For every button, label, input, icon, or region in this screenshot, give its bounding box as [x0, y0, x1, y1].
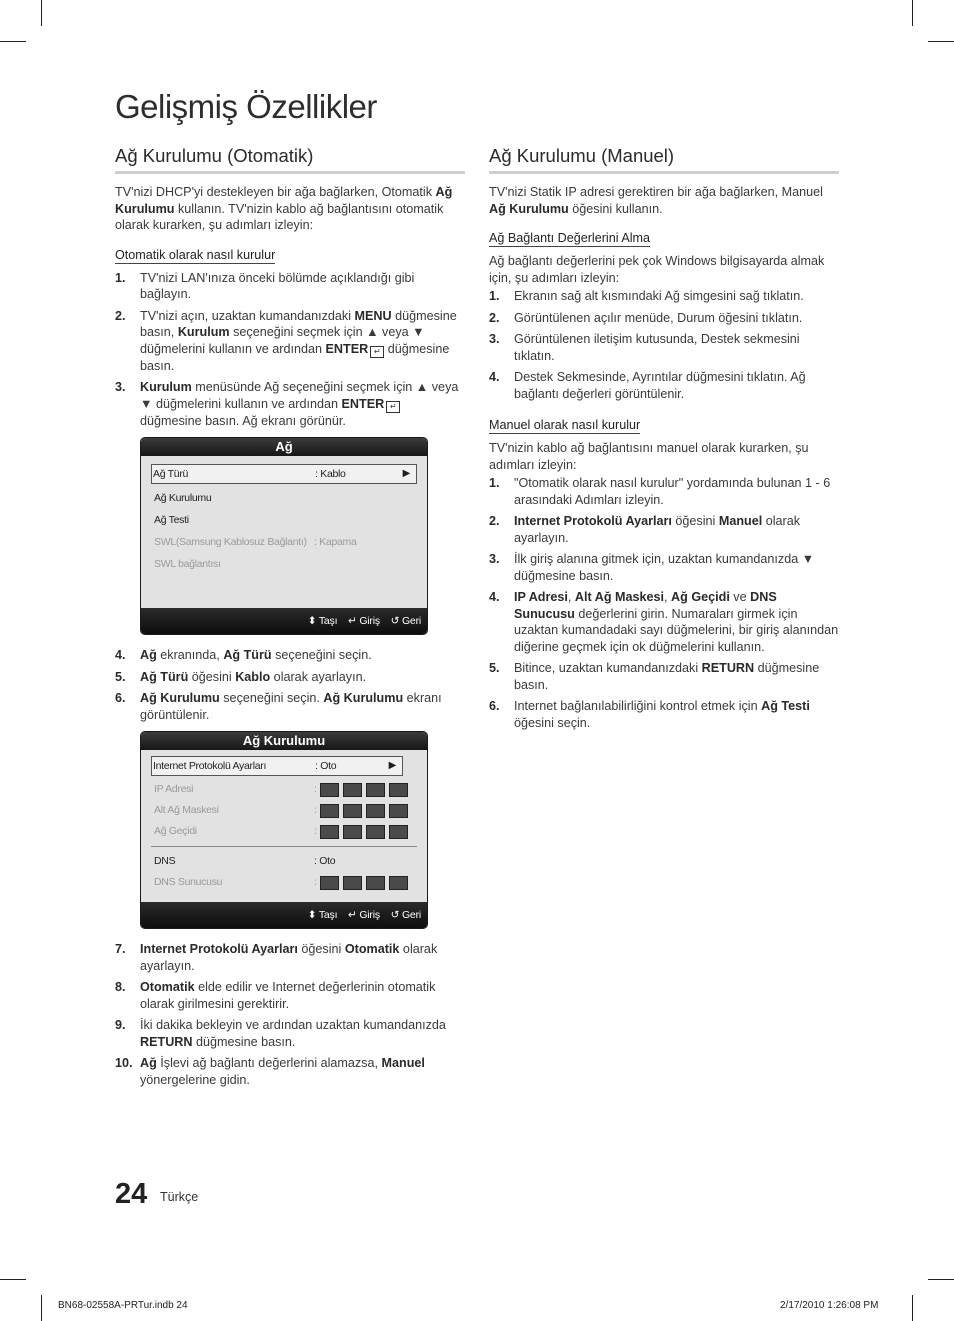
intro-paragraph: TV'nizi Statik IP adresi gerektiren bir ağa bağlarken, Manuel Ağ Kurulumu öğesini kullanın.: [489, 185, 823, 216]
menu-item-network-type[interactable]: Ağ Türü : Kablo ▶: [151, 464, 417, 484]
gateway-fields[interactable]: [320, 825, 412, 847]
paragraph: TV'nizin kablo ağ bağlantısını manuel olarak kurarken, şu adımları izleyin:: [489, 441, 809, 472]
list-item: 3. Görüntülenen iletişim kutusunda, Destek sekmesini tıklatın.: [489, 332, 800, 363]
list-item: 4. IP Adresi, Alt Ağ Maskesi, Ağ Geçidi ve DNS Sunucusu değerlerini girin. Numaraları girmek için uzaktan kumandadaki sayı düğmelerini, bir giriş alanından diğerine geçmek için ok düğmelerini kullanın.: [489, 590, 839, 654]
list-item: 1. Ekranın sağ alt kısmındaki Ağ simgesini sağ tıklatın.: [489, 289, 804, 303]
crop-mark: [928, 41, 954, 42]
menu-item-network-test[interactable]: Ağ Testi: [154, 514, 189, 526]
crop-mark: [912, 1295, 913, 1321]
screen-header: Ağ Kurulumu: [141, 732, 427, 750]
menu-item-dns-server[interactable]: DNS Sunucusu :: [151, 872, 417, 893]
menu-item-gateway[interactable]: Ağ Geçidi :: [151, 821, 417, 842]
left-column: [115, 145, 465, 1096]
enter-icon: ↵: [386, 401, 400, 413]
crop-mark: [0, 41, 26, 42]
crop-mark: [41, 0, 42, 26]
crop-mark: [0, 1279, 26, 1280]
list-item: 6. Ağ Kurulumu seçeneğini seçin. Ağ Kurulumu ekranı görüntülenir.: [115, 691, 442, 722]
list-item: 2. Görüntülenen açılır menüde, Durum öğesini tıklatın.: [489, 310, 803, 325]
screen-menu: [141, 750, 427, 902]
print-timestamp: 2/17/2010 1:26:08 PM: [780, 1300, 879, 1311]
move-hint: ⬍ Taşı: [307, 909, 338, 921]
subheading-manual-setup: Manuel olarak nasıl kurulur: [489, 418, 641, 432]
paragraph: Ağ bağlantı değerlerini pek çok Windows bilgisayarda almak için, şu adımları izleyin:: [489, 254, 825, 285]
back-hint: ↺ Geri: [390, 615, 421, 627]
steps-list: [115, 647, 465, 723]
list-item: 4. Ağ ekranında, Ağ Türü seçeneğini seçin.: [115, 648, 372, 662]
screen-header: Ağ: [141, 438, 427, 456]
subheading-auto-setup: Otomatik olarak nasıl kurulur: [115, 247, 276, 262]
right-column: [489, 145, 839, 739]
menu-item-subnet-mask[interactable]: Alt Ağ Maskesi :: [151, 800, 417, 821]
list-item: 3. İlk giriş alanına gitmek için, uzaktan kumandanızda ▼ düğmesine basın.: [489, 552, 815, 583]
enter-hint: ↵ Giriş: [348, 909, 380, 921]
menu-item-ip-settings[interactable]: Internet Protokolü Ayarları : Oto ▶: [151, 756, 403, 776]
section-title-auto: Ağ Kurulumu (Otomatik): [115, 145, 465, 174]
dns-fields[interactable]: [320, 876, 412, 898]
list-item: 5. Bitince, uzaktan kumandanızdaki RETURN düğmesine basın.: [489, 661, 820, 692]
screen-menu: [141, 456, 427, 608]
back-hint: ↺ Geri: [390, 909, 421, 921]
network-setup-screen: [140, 731, 428, 929]
move-hint: ⬍ Taşı: [307, 615, 338, 627]
steps-list: [489, 475, 839, 731]
page-number: 24: [115, 1178, 148, 1210]
page-language: Türkçe: [160, 1190, 199, 1204]
screen-footer: [141, 902, 427, 928]
list-item: 7. Internet Protokolü Ayarları öğesini Otomatik olarak ayarlayın.: [115, 942, 438, 973]
list-item: 1. "Otomatik olarak nasıl kurulur" yordamında bulunan 1 - 6 arasındaki Adımları izleyin.: [489, 476, 831, 507]
list-item: 8. Otomatik elde edilir ve Internet değerlerinin otomatik olarak girilmesini gerektirir.: [115, 980, 436, 1011]
network-screen: [140, 437, 428, 635]
screen-footer: [141, 608, 427, 634]
crop-mark: [41, 1295, 42, 1321]
list-item: 4. Destek Sekmesinde, Ayrıntılar düğmesini tıklatın. Ağ bağlantı değerleri görüntülenir.: [489, 370, 806, 401]
section-title-manual: Ağ Kurulumu (Manuel): [489, 145, 839, 174]
print-file-info: BN68-02558A-PRTur.indb 24: [58, 1300, 188, 1311]
menu-item-ip-address[interactable]: IP Adresi :: [151, 779, 417, 800]
steps-list: [489, 288, 839, 402]
page-title: Gelişmiş Özellikler: [115, 88, 377, 125]
list-item: 3. Kurulum menüsünde Ağ seçeneğini seçmek için ▲ veya ▼ düğmelerini kullanın ve ardından ENTER ↵ düğmesine basın. Ağ ekranı görünür.: [115, 380, 459, 428]
list-item: 9. İki dakika bekleyin ve ardından uzaktan kumandanızda RETURN düğmesine basın.: [115, 1018, 446, 1049]
menu-item-dns[interactable]: DNS : Oto: [154, 855, 336, 867]
list-item: 1. TV'nizi LAN'ınıza önceki bölümde açıklandığı gibi bağlayın.: [115, 270, 415, 301]
steps-list: [115, 270, 465, 430]
list-item: 5. Ağ Türü öğesini Kablo olarak ayarlayın.: [115, 669, 367, 684]
enter-icon: ↵: [370, 346, 384, 358]
list-item: 10. Ağ İşlevi ağ bağlantı değerlerini alamazsa, Manuel yönergelerine gidin.: [115, 1056, 425, 1087]
menu-item-swl-connection[interactable]: SWL bağlantısı: [154, 558, 221, 570]
subheading-get-values: Ağ Bağlantı Değerlerini Alma: [489, 231, 651, 245]
menu-item-network-setup[interactable]: Ağ Kurulumu: [154, 492, 212, 504]
list-item: 2. TV'nizi açın, uzaktan kumandanızdaki MENU düğmesine basın, Kurulum seçeneğini seçmek için ▲ veya ▼ düğmelerini kullanın ve ardından ENTER ↵ düğmesine basın.: [115, 308, 457, 373]
intro-paragraph: TV'nizi DHCP'yi destekleyen bir ağa bağlarken, Otomatik Ağ Kurulumu kullanın. TV'nizin kablo ağ bağlantısını otomatik olarak kurarken, şu adımları izleyin:: [115, 185, 453, 232]
list-item: 2. Internet Protokolü Ayarları öğesini Manuel olarak ayarlayın.: [489, 514, 801, 545]
menu-item-swl[interactable]: SWL(Samsung Kablosuz Bağlantı) : Kapama: [154, 536, 357, 548]
list-item: 6. Internet bağlanılabilirliğini kontrol etmek için Ağ Testi öğesini seçin.: [489, 699, 810, 730]
arrow-right-icon: ▶: [388, 760, 396, 771]
crop-mark: [912, 0, 913, 26]
crop-mark: [928, 1279, 954, 1280]
enter-hint: ↵ Giriş: [348, 615, 380, 627]
arrow-right-icon: ▶: [402, 468, 410, 479]
steps-list: [115, 941, 465, 1088]
